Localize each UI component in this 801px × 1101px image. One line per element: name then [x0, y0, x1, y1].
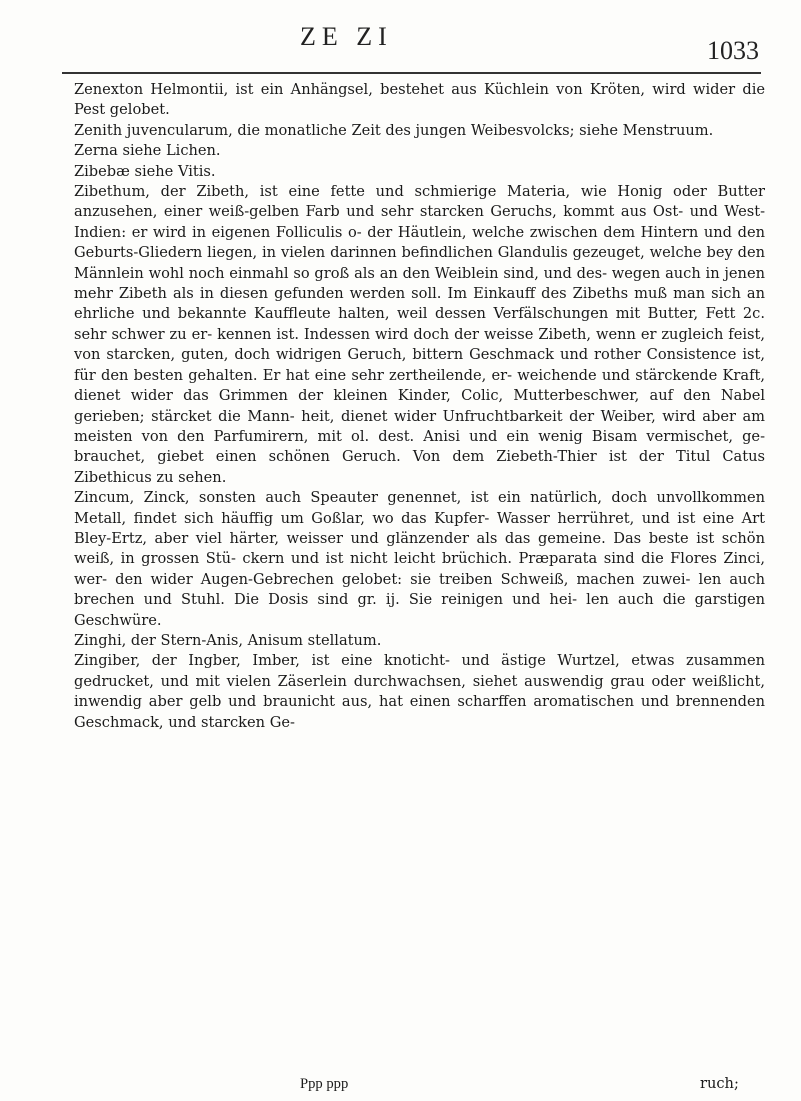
entry-zinghi: Zinghi, der Stern-Anis, Anisum stellatum.: [74, 631, 382, 649]
entry-zibethum: Zibethum, der Zibeth, ist eine fette und schmierige Materia, wie Honig oder Butter anzusehen, einer weiß-gelben Farb und sehr starcken Geruchs, kommt aus Ost- und West-Indien: er wird in eigenen Folliculis o- der Häutlein, welche zwischen dem Hintern und den Geburts-Gliedern liegen, in vielen darinnen befindlichen Glandulis gezeuget, welche bey den Männlein wohl noch einmahl so groß als an den Weiblein sind, und des- wegen auch in jenen mehr Zibeth als in diesen gefunden werden soll. Im Einkauff des Zibeths muß man sich an ehrliche und bekannte Kauffleute halten, weil dessen Verfälschungen mit Butter, Fett 2c. sehr schwer zu er- kennen ist. Indessen wird doch der weisse Zibeth, wenn er zugleich feist, von starcken, guten, doch widrigen Geruch, bittern Geschmack und rother Consistence ist, für den besten gehalten. Er hat eine sehr zertheilende, er- weichende und stärckende Kraft, dienet wider das Grimmen der kleinen Kinder, Colic, Mutterbeschwer, auf den Nabel gerieben; stärcket die Mann- heit, dienet wider Unfruchtbarkeit der Weiber, wird aber am meisten von den Parfumirern, mit ol. dest. Anisi und ein wenig Bisam vermischet, ge- brauchet, giebet einen schönen Geruch. Von dem Ziebeth-Thier ist der Titul Catus Zibethicus zu sehen.: [74, 183, 765, 486]
printer-signature: Ppp ppp: [300, 1076, 349, 1092]
header-rule: [62, 72, 761, 74]
entry-zingiber: Zingiber, der Ingber, Imber, ist eine knoticht- und ästige Wurtzel, etwas zusammen gedrucket, und mit vielen Zäserlein durchwachsen, siehet auswendig grau oder weißlicht, inwendig aber gelb und braunicht aus, hat einen scharffen aromatischen und brennenden Geschmack, und starcken Ge-: [74, 652, 765, 731]
entry-zibebae: Zibebæ siehe Vitis.: [74, 162, 216, 180]
page-number: 1033: [707, 36, 759, 65]
entry-zenith: Zenith juvencularum, die monatliche Zeit des jungen Weibesvolcks; siehe Menstruum.: [74, 121, 714, 139]
entry-zenexton: Zenexton Helmontii, ist ein Anhängsel, bestehet aus Küchlein von Kröten, wird wider die Pest gelobet.: [74, 81, 765, 119]
catchword: ruch;: [700, 1075, 739, 1092]
text-column: [60, 80, 765, 733]
entry-zincum: Zincum, Zinck, sonsten auch Speauter genennet, ist ein natürlich, doch unvollkommen Metall, findet sich häuffig um Goßlar, wo das Kupfer- Wasser herrühret, und ist eine Art Bley-Ertz, aber viel härter, weisser und glänzender als das gemeine. Das beste ist schön weiß, in grossen Stü- ckern und ist nicht leicht brüchich. Præparata sind die Flores Zinci, wer- den wider Augen-Gebrechen gelobet: sie treiben Schweiß, machen zuwei- len auch brechen und Stuhl. Die Dosis sind gr. ij. Sie reinigen und hei- len auch die garstigen Geschwüre.: [74, 489, 765, 629]
entry-zerna: Zerna siehe Lichen.: [74, 142, 221, 160]
running-head: ZE ZI: [300, 22, 393, 51]
